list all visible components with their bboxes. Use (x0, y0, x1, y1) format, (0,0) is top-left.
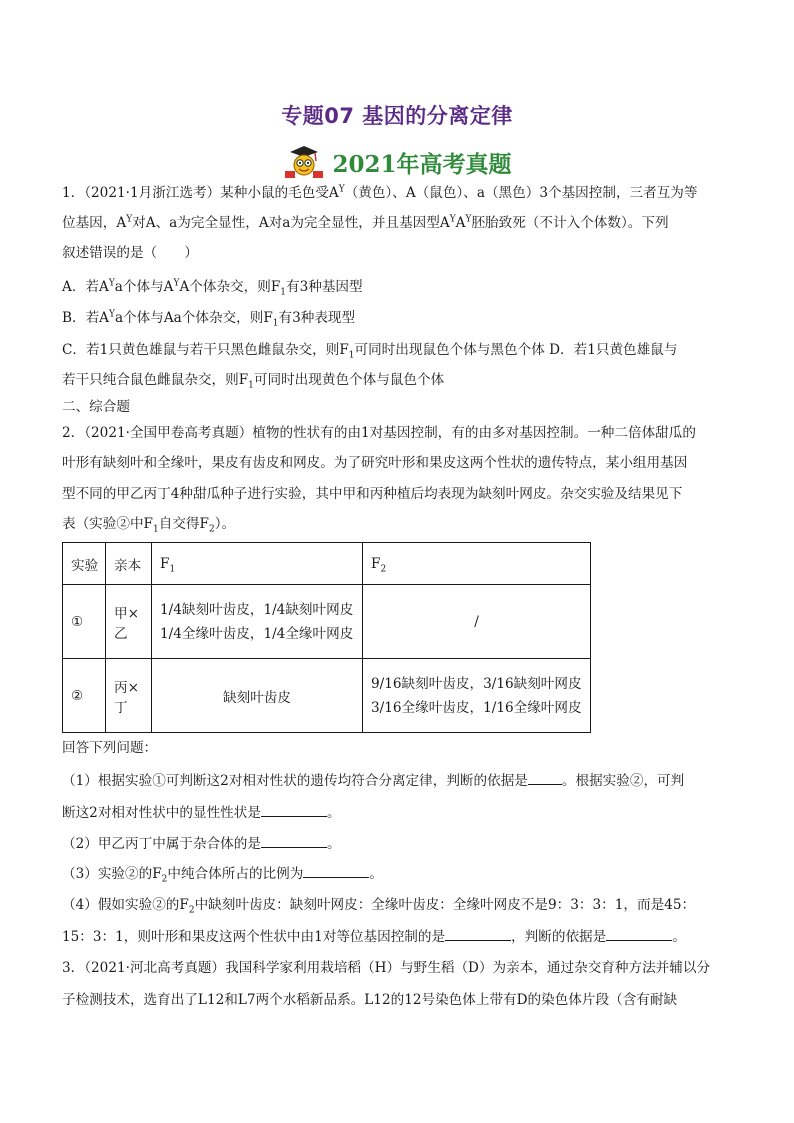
row1-f1: 1/4缺刻叶齿皮，1/4缺刻叶网皮 1/4全缘叶齿皮，1/4全缘叶网皮 (152, 585, 363, 659)
q2-stem-line-3: 型不同的甲乙丙丁4种甜瓜种子进行实验，其中甲和丙种植后均表现为缺刻叶网皮。杂交实验及结果见下 (62, 486, 683, 502)
q1-option-b: B．若$A^Ya$个体与Aa个体杂交，则$F_1$有3种表现型 (62, 309, 356, 329)
answer-blank[interactable] (528, 770, 562, 785)
q2-stem-line-4: 表（实验②中$F_1$自交得$F_2$）。 (62, 516, 236, 535)
header-experiment: 实验 (63, 543, 106, 585)
q2-sub4-line-2: 15：3：1，则叶形和果皮这两个性状中由1对等位基因控制的是 ，判断的依据是 。 (62, 926, 686, 947)
row2-f1: 缺刻叶齿皮 (152, 659, 363, 733)
answer-blank[interactable] (303, 863, 369, 878)
q3-stem-line-1: 3．（2021·河北高考真题）我国科学家利用栽培稻（H）与野生稻（D）为亲本，通过杂交育种方法并辅以分 (62, 960, 711, 976)
scholar-cartoon-logo-icon (282, 144, 326, 180)
q1-option-d: 若干只纯合鼠色雌鼠杂交，则$F_1$可同时出现黄色个体与鼠色个体 (62, 372, 445, 391)
row1-experiment: ① (63, 585, 106, 659)
answer-blank[interactable] (261, 833, 327, 848)
q2-stem-line-1: 2．（2021·全国甲卷高考真题）植物的性状有的由1对基因控制，有的由多对基因控制。一种二倍体甜瓜的 (62, 425, 696, 441)
header-parent: 亲本 (106, 543, 152, 585)
header-f2: $F_2$ (363, 543, 591, 585)
q2-sub3: （3）实验②的$F_2$中纯合体所占的比例为 。 (62, 863, 383, 884)
q2-prompt: 回答下列问题： (62, 740, 158, 756)
answer-blank[interactable] (445, 926, 511, 941)
q1-stem-line-1: 1．（2021·1月浙江选考）某种小鼠的毛色受$A^Y$（黄色）、A（鼠色）、a（黑色）3个基因控制，三者互为等 (62, 184, 698, 201)
answer-blank[interactable] (261, 802, 327, 817)
page-title: 专题07 基因的分离定律 (281, 104, 513, 128)
experiment-table (62, 542, 591, 733)
subtitle-row (0, 142, 794, 182)
section-subtitle: 2021年高考真题 (332, 150, 512, 178)
q1-option-c: C．若1只黄色雄鼠与若干只黑色雌鼠杂交，则$F_1$可同时出现鼠色个体与黑色个体 D．若1只黄色雄鼠与 (62, 342, 678, 361)
q2-sub2: （2）甲乙丙丁中属于杂合体的是 。 (62, 833, 341, 854)
table-row (63, 659, 591, 733)
q2-sub1-line-2: 断这2对相对性状中的显性性状是 。 (62, 802, 341, 823)
answer-blank[interactable] (606, 926, 672, 941)
row2-f2: 9/16缺刻叶齿皮，3/16缺刻叶网皮 3/16全缘叶齿皮，1/16全缘叶网皮 (363, 659, 591, 733)
q3-stem-line-2: 子检测技术，选育出了L12和L7两个水稻新品系。L12的12号染色体上带有D的染色体片段（含有耐缺 (62, 992, 678, 1008)
q1-option-a: A．若$A^Ya$个体与$A^YA$个体杂交，则$F_1$有3种基因型 (62, 278, 363, 298)
q2-sub1-line-1: （1）根据实验①可判断这2对相对性状的遗传均符合分离定律，判断的依据是 。根据实验②，可判 (62, 770, 684, 791)
row1-f2: / (363, 585, 591, 659)
q2-sub4-line-1: （4）假如实验②的$F_2$中缺刻叶齿皮：缺刻叶网皮：全缘叶齿皮：全缘叶网皮不是9：3：3：1，而是45： (62, 897, 696, 916)
row1-parent: 甲×乙 (106, 585, 152, 659)
section-heading: 二、综合题 (62, 399, 130, 415)
table-row (63, 585, 591, 659)
row2-parent: 丙×丁 (106, 659, 152, 733)
header-f1: $F_1$ (152, 543, 363, 585)
table-header-row (63, 543, 591, 585)
q2-stem-line-2: 叶形有缺刻叶和全缘叶，果皮有齿皮和网皮。为了研究叶形和果皮这两个性状的遗传特点，某小组用基因 (62, 455, 688, 471)
q1-stem-line-3: 叙述错误的是（ ） (62, 245, 198, 261)
q1-stem-line-2: 位基因，$A^Y$对A、a为完全显性，A对a为完全显性，并且基因型$A^YA^Y$胚胎致死（不计入个体数）。下列 (62, 214, 669, 231)
row2-experiment: ② (63, 659, 106, 733)
